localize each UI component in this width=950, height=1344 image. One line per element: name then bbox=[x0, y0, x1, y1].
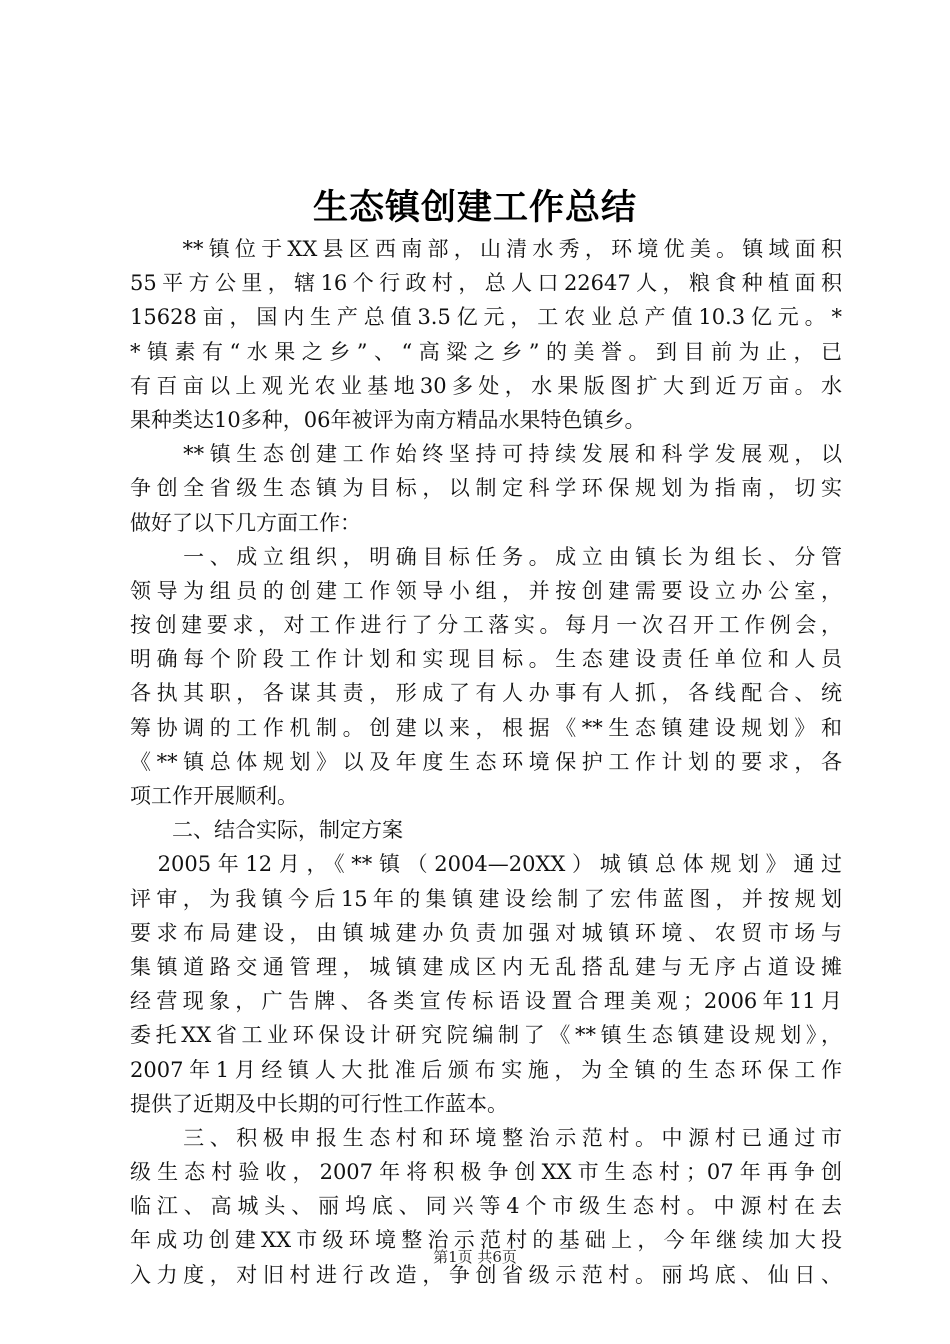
paragraph-line: 《**镇总体规划》以及年度生态环境保护工作计划的要求，各 bbox=[130, 749, 842, 774]
paragraph-line: 集镇道路交通管理，城镇建成区内无乱搭乱建与无序占道设摊 bbox=[130, 954, 842, 979]
paragraph-line: 要求布局建设，由镇城建办负责加强对城镇环境、农贸市场与 bbox=[130, 920, 842, 945]
paragraph-line: 级生态村验收，2007年将积极争创XX市生态村；07年再争创 bbox=[130, 1160, 842, 1185]
paragraph-line: 果种类达10多种，06年被评为南方精品水果特色镇乡。 bbox=[130, 407, 646, 432]
paragraph-line: 委托XX省工业环保设计研究院编制了《**镇生态镇建设规划》， bbox=[130, 1023, 842, 1048]
paragraph-line: **镇生态创建工作始终坚持可持续发展和科学发展观，以 bbox=[130, 442, 842, 467]
paragraph-line: 领导为组员的创建工作领导小组，并按创建需要设立办公室， bbox=[130, 578, 842, 603]
page-footer: 第1页 共6页 bbox=[433, 1248, 517, 1266]
document-title: 生态镇创建工作总结 bbox=[312, 187, 637, 228]
paragraph-line: 有百亩以上观光农业基地30多处，水果版图扩大到近万亩。水 bbox=[130, 373, 842, 398]
paragraph-line: 年成功创建XX市级环境整治示范村的基础上，今年继续加大投 bbox=[130, 1228, 842, 1253]
paragraph-line: 明确每个阶段工作计划和实现目标。生态建设责任单位和人员 bbox=[130, 647, 842, 672]
paragraph-line: 提供了近期及中长期的可行性工作蓝本。 bbox=[130, 1091, 508, 1116]
paragraph-line: 2005年12月，《**镇（2004—20XX）城镇总体规划》通过 bbox=[130, 852, 842, 877]
paragraph-line: 项工作开展顺利。 bbox=[130, 784, 298, 808]
paragraph-line: 争创全省级生态镇为目标，以制定科学环保规划为指南，切实 bbox=[130, 476, 842, 501]
paragraph-line: 二、结合实际，制定方案 bbox=[130, 818, 403, 843]
paragraph-line: 按创建要求，对工作进行了分工落实。每月一次召开工作例会， bbox=[130, 613, 842, 638]
paragraph-line: **镇位于XX县区西南部，山清水秀，环境优美。镇域面积 bbox=[130, 237, 842, 261]
paragraph-line: 2007年1月经镇人大批准后颁布实施，为全镇的生态环保工作 bbox=[130, 1057, 842, 1082]
paragraph-line: 临江、高城头、丽坞底、同兴等4个市级生态村。中源村在去 bbox=[130, 1194, 842, 1219]
paragraph-line: 三、积极申报生态村和环境整治示范村。中源村已通过市 bbox=[130, 1125, 842, 1150]
paragraph-line: *镇素有“水果之乡”、“高粱之乡”的美誉。到目前为止，已 bbox=[130, 339, 842, 364]
paragraph-line: 入力度，对旧村进行改造，争创省级示范村。丽坞底、仙日、 bbox=[130, 1262, 842, 1287]
paragraph-line: 评审，为我镇今后15年的集镇建设绘制了宏伟蓝图，并按规划 bbox=[130, 886, 842, 911]
paragraph-line: 各执其职，各谋其责，形成了有人办事有人抓，各线配合、统 bbox=[130, 681, 842, 706]
paragraph-line: 经营现象，广告牌、各类宣传标语设置合理美观；2006年11月 bbox=[130, 989, 842, 1014]
paragraph-line: 筹协调的工作机制。创建以来，根据《**生态镇建设规划》和 bbox=[130, 715, 842, 740]
paragraph-line: 55平方公里，辖16个行政村，总人口22647人，粮食种植面积 bbox=[130, 271, 842, 296]
paragraph-line: 一、成立组织，明确目标任务。成立由镇长为组长、分管 bbox=[130, 544, 842, 569]
paragraph-line: 15628亩，国内生产总值3.5亿元，工农业总产值10.3亿元。* bbox=[130, 305, 842, 330]
document-body bbox=[130, 232, 842, 1292]
paragraph-line: 做好了以下几方面工作： bbox=[130, 510, 361, 535]
